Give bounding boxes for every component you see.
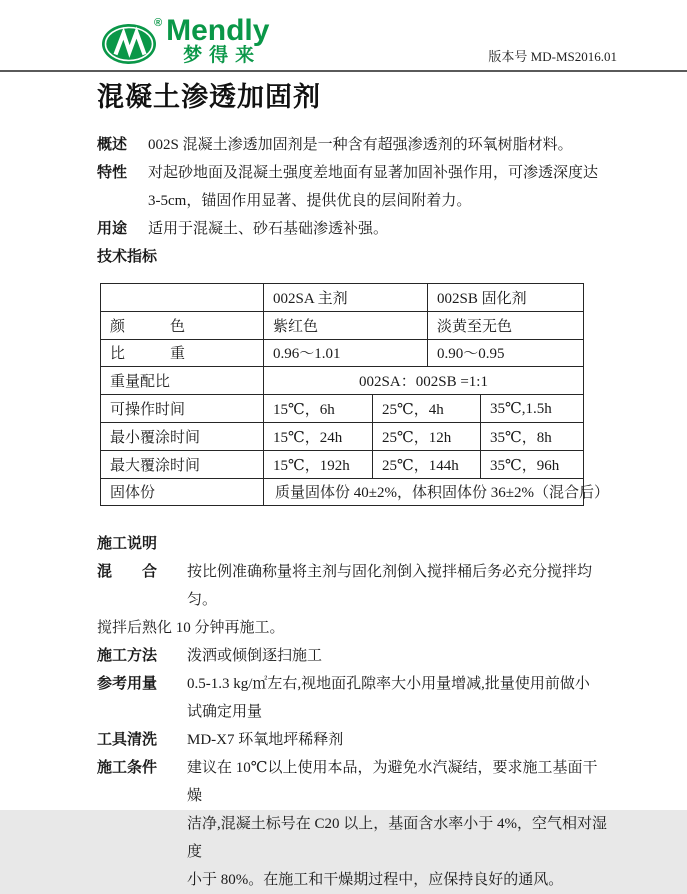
text-line: 建议在 10℃以上使用本品，为避免水汽凝结，要求施工基面干燥	[187, 760, 598, 805]
brand-wordmark	[166, 16, 269, 66]
table-row	[101, 479, 609, 507]
table-cell: 35℃，96h	[481, 451, 584, 479]
table-cell: 002SB 固化剂	[428, 284, 584, 312]
table-cell: 固体份	[101, 479, 264, 507]
text-line: 对起砂地面及混凝土强度差地面有显著加固补强作用，可渗透深度达	[148, 165, 599, 181]
table-cell: 25℃，4h	[373, 395, 481, 423]
paragraph-text	[187, 642, 607, 670]
construction-heading: 施工说明	[97, 535, 158, 553]
paragraph-label: 用途	[97, 220, 128, 237]
paragraph-mixing-continued: 搅拌后熟化 10 分钟再施工。	[97, 620, 285, 637]
paragraph-label: 参考用量	[97, 675, 158, 693]
paragraph-overview	[97, 131, 607, 159]
table-cell: 颜 色	[101, 312, 264, 340]
paragraph-label: 概述	[97, 136, 128, 153]
table-cell: 0.96～1.01	[264, 340, 428, 368]
table-cell: 淡黄至无色	[428, 312, 584, 340]
text-line: 小于 80%。在施工和干燥期过程中，应保持良好的通风。	[187, 872, 564, 889]
paragraph-text	[148, 159, 607, 215]
table-cell: 25℃，144h	[373, 451, 481, 479]
paragraph-features	[97, 159, 607, 215]
table-cell: 15℃，192h	[264, 451, 373, 479]
brand-logo	[101, 16, 269, 66]
text-line: MD-X7 环氧地坪稀释剂	[187, 732, 344, 749]
table-cell: 比 重	[101, 340, 264, 368]
table-row	[101, 340, 584, 368]
table-cell: 15℃，6h	[264, 395, 373, 423]
paragraph-label: 混 合	[97, 563, 158, 581]
table-row	[101, 451, 584, 479]
table-cell: 25℃，12h	[373, 423, 481, 451]
table-cell: 002SA：002SB =1:1	[264, 367, 584, 395]
paragraph-label: 施工方法	[97, 647, 158, 665]
table-cell: 002SA 主剂	[264, 284, 428, 312]
table-cell: 35℃，8h	[481, 423, 584, 451]
paragraph-usage	[97, 215, 607, 243]
paragraph-text	[148, 131, 607, 159]
paragraph-text	[148, 215, 607, 243]
table-row	[101, 367, 584, 395]
table-row	[101, 395, 584, 423]
table-row	[101, 284, 584, 312]
text-line: 按比例准确称量将主剂与固化剂倒入搅拌桶后务必充分搅拌均匀。	[187, 564, 593, 609]
paragraph-label: 施工条件	[97, 759, 158, 777]
paragraph-text	[187, 558, 607, 614]
text-line: 适用于混凝土、砂石基础渗透补强。	[148, 221, 389, 237]
table-row	[101, 423, 584, 451]
registered-mark: ®	[154, 17, 163, 29]
text-line: 洁净,混凝土标号在 C20 以上，基面含水率小于 4%，空气相对湿度	[187, 816, 608, 861]
brand-name-en: Mendly	[166, 14, 270, 47]
brand-name-cn: 梦得来	[183, 45, 262, 66]
text-line: 3-5cm，锚固作用显著、提供优良的层间附着力。	[148, 193, 472, 209]
table-cell: 35℃,1.5h	[481, 395, 584, 423]
document-body	[0, 71, 687, 894]
text-line: 泼洒或倾倒逐扫施工	[187, 648, 323, 665]
brand-emblem-icon	[101, 22, 159, 66]
table-cell: 最小覆涂时间	[101, 423, 264, 451]
table-cell: 可操作时间	[101, 395, 264, 423]
paragraph-tool-cleaning	[97, 726, 607, 754]
paragraph-dosage	[97, 670, 607, 726]
text-line: 002S 混凝土渗透加固剂是一种含有超强渗透剂的环氧树脂材料。	[148, 137, 573, 153]
page-title: 混凝土渗透加固剂	[97, 82, 321, 112]
paragraph-label: 特性	[97, 164, 128, 181]
spec-table	[100, 283, 609, 506]
tech-specs-heading: 技术指标	[97, 248, 158, 265]
paragraph-mixing	[97, 558, 607, 614]
paragraph-text	[187, 670, 607, 726]
table-cell: 重量配比	[101, 367, 264, 395]
table-cell: 紫红色	[264, 312, 428, 340]
version-label: 版本号 MD-MS2016.01	[488, 49, 617, 64]
table-cell: 最大覆涂时间	[101, 451, 264, 479]
table-cell	[101, 284, 264, 312]
paragraph-text	[187, 754, 607, 894]
table-cell: 质量固体份 40±2%，体积固体份 36±2%（混合后）	[264, 479, 584, 507]
table-cell: 0.90～0.95	[428, 340, 584, 368]
paragraph-text	[187, 726, 607, 754]
text-line: 0.5-1.3 kg/㎡左右,视地面孔隙率大小用量增减,批量使用前做小	[187, 676, 590, 693]
paragraph-method	[97, 642, 607, 670]
paragraph-label: 工具清洗	[97, 731, 158, 749]
text-line: 试确定用量	[187, 704, 263, 721]
table-cell: 15℃，24h	[264, 423, 373, 451]
paragraph-conditions	[97, 754, 607, 894]
table-row	[101, 312, 584, 340]
